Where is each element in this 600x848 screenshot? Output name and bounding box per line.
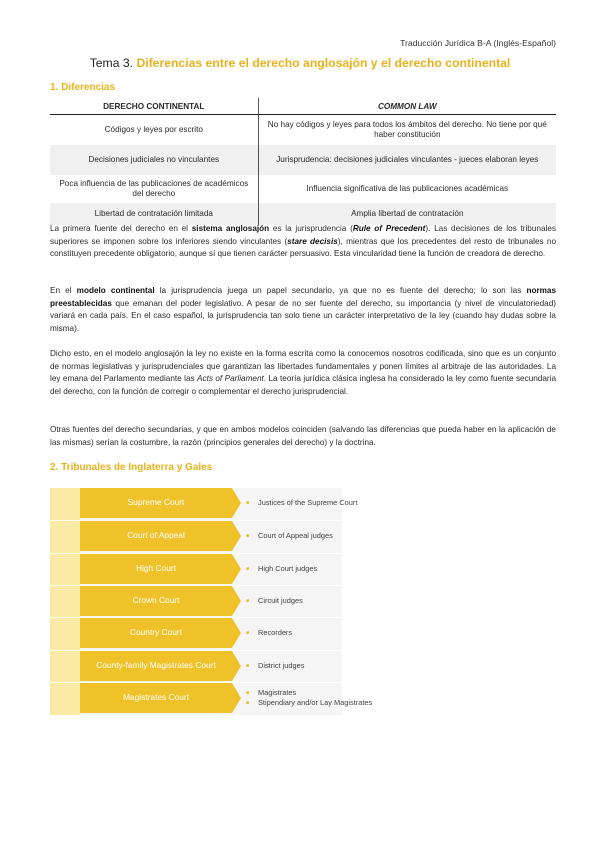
judge-item: ■ Justices of the Supreme Court (246, 498, 376, 508)
title-main: Diferencias entre el derecho anglosajón y el derecho continental (136, 56, 511, 70)
court-box: County-family Magistrates Court (80, 651, 232, 681)
cell-continental: Códigos y leyes por escrito (104, 124, 203, 134)
judges-list (246, 586, 376, 616)
judges-list (246, 554, 376, 584)
courts-hierarchy-diagram (50, 488, 373, 715)
page-title (0, 56, 600, 70)
comparison-table (50, 98, 556, 225)
court-row-supreme (80, 488, 358, 518)
court-row-magistrates (80, 683, 373, 713)
judges-list (246, 651, 376, 681)
judges-list (246, 683, 376, 713)
cell-common-law: No hay códigos y leyes para todos los ámbitos del derecho. No tiene por qué haber constitución (258, 115, 556, 146)
court-row-country (80, 618, 342, 648)
judges-list (246, 618, 376, 648)
cell-continental: Poca influencia de las publicaciones de académicos del derecho (59, 178, 249, 198)
cell-common-law: Influencia significativa de las publicaciones académicas (258, 175, 556, 203)
diagram-side-stripe (50, 488, 80, 715)
judge-item: ■ High Court judges (246, 564, 376, 574)
judge-item: ■ District judges (246, 661, 376, 671)
court-row-crown (80, 586, 342, 616)
table-row (50, 145, 556, 175)
court-box: Crown Court (80, 586, 232, 616)
section-heading-differences: 1. Diferencias (50, 82, 116, 93)
course-header: Traducción Jurídica B-A (Inglés-Español) (400, 38, 556, 48)
court-box: Country Court (80, 618, 232, 648)
cell-common-law: Amplia libertad de contratación (258, 203, 556, 225)
table-row (50, 175, 556, 203)
judge-item: ■ Circuit judges (246, 596, 376, 606)
court-row-county-family (80, 651, 342, 681)
judges-list (246, 521, 376, 551)
header-common-law: COMMON LAW (258, 98, 556, 115)
cell-continental: Libertad de contratación limitada (50, 203, 258, 225)
paragraph-other-sources: Otras fuentes del derecho secundarias, y que en ambos modelos coinciden (salvando las diferencias que pueda haber en la aplicación de las mismas) serían la costumbre, la razón (principios generales del derecho) y la doctrina. (50, 425, 556, 447)
judge-item: ■ Recorders (246, 628, 376, 638)
header-continental: DERECHO CONTINENTAL (50, 98, 258, 115)
paragraph-anglosaxon: La primera fuente del derecho en el sistema anglosajón es la jurisprudencia (Rule of Precedent). Las decisiones de los tribunales superiores se imponen sobre los inferiores siendo vinculantes (stare decisis), mientras que los precedentes del resto de tribunales no constituyen precedente obligatorio, aunque sí que tienen carácter persuasivo. Esta vincularidad tiene la función de creadora de derecho. (50, 224, 557, 258)
court-row-appeal (80, 521, 342, 551)
court-box: Magistrates Court (80, 683, 232, 713)
table-row (50, 203, 556, 225)
judges-list (246, 488, 376, 518)
table-row (50, 115, 556, 146)
judge-item: ■ Magistrates (246, 688, 376, 698)
cell-common-law: Jurisprudencia: decisiones judiciales vinculantes - jueces elaboran leyes (258, 145, 556, 175)
paragraph-continental: En el modelo continental la jurisprudencia juega un papel secundario, ya que no es fuente del derecho; lo son las normas preestablecidas que emanan del poder legislativo. A pesar de no ser fuente del derecho, su importancia (y nivel de vinculatoriedad) variará en cada país. En el caso español, la jurisprudencia tan solo tiene un carácter interpretativo de la ley (cuando hay dudas sobre la misma). (50, 286, 557, 333)
court-box: Court of Appeal (80, 521, 232, 551)
court-box: High Court (80, 554, 232, 584)
cell-continental: Decisiones judiciales no vinculantes (50, 145, 258, 175)
section-heading-courts: 2. Tribunales de Inglaterra y Gales (50, 462, 213, 473)
court-row-high (80, 554, 342, 584)
paragraph-law-anglosaxon: Dicho esto, en el modelo anglosajón la ley no existe en la forma escrita como la conocemos nosotros codificada, sino que es un conjunto de normas legislativas y jurisprudenciales que garantizan las libertades fundamentales y ponen límites al arbitraje de las autoridades. La ley emana del Parlamento mediante las Acts of Parliament. La teoría jurídica clásica inglesa ha considerado la ley como fuente secundaria del derecho, con la función de corregir o complementar el derecho jurisprudencial. (50, 349, 557, 396)
judge-item: ■ Court of Appeal judges (246, 531, 376, 541)
judge-item: ■ Stipendiary and/or Lay Magistrates (246, 698, 376, 708)
court-box: Supreme Court (80, 488, 232, 518)
title-prefix: Tema 3. (89, 56, 137, 70)
